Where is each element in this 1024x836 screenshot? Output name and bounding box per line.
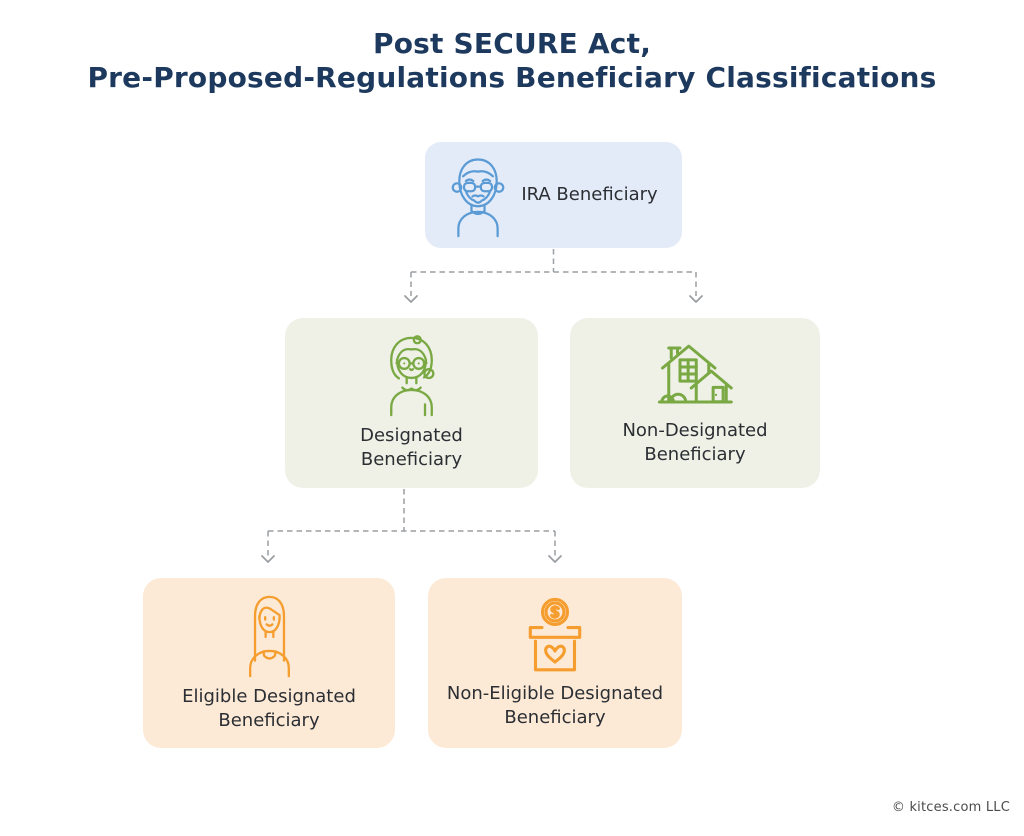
copyright-notice: © kitces.com LLC	[891, 800, 1010, 815]
arrow-down-icon	[262, 556, 274, 562]
node-label-non-designated: Non-Designated Beneficiary	[622, 420, 768, 465]
woman-icon	[242, 593, 297, 678]
node-non-designated-beneficiary	[570, 318, 820, 488]
page-title	[0, 27, 1024, 95]
node-designated-beneficiary	[285, 318, 538, 488]
arrow-down-icon	[690, 296, 702, 302]
node-eligible-designated-beneficiary	[143, 578, 395, 748]
node-label-eligible: Eligible Designated Beneficiary	[182, 686, 356, 731]
node-ira-beneficiary	[425, 142, 682, 248]
node-label-ira: IRA Beneficiary	[521, 184, 658, 205]
node-non-eligible-designated-beneficiary	[428, 578, 682, 748]
page-title-line-2: Pre-Proposed-Regulations Beneficiary Classifications	[87, 61, 937, 94]
arrow-down-icon	[549, 556, 561, 562]
donation-box-heart-icon	[525, 597, 585, 675]
page-title-line-1: Post SECURE Act,	[372, 27, 652, 60]
elderly-woman-icon	[384, 334, 439, 417]
node-label-designated: Designated Beneficiary	[360, 425, 463, 470]
node-label-non-eligible: Non-Eligible Designated Beneficiary	[446, 682, 664, 728]
elderly-man-icon	[449, 152, 507, 238]
house-estate-icon	[655, 339, 735, 412]
arrow-down-icon	[405, 296, 417, 302]
